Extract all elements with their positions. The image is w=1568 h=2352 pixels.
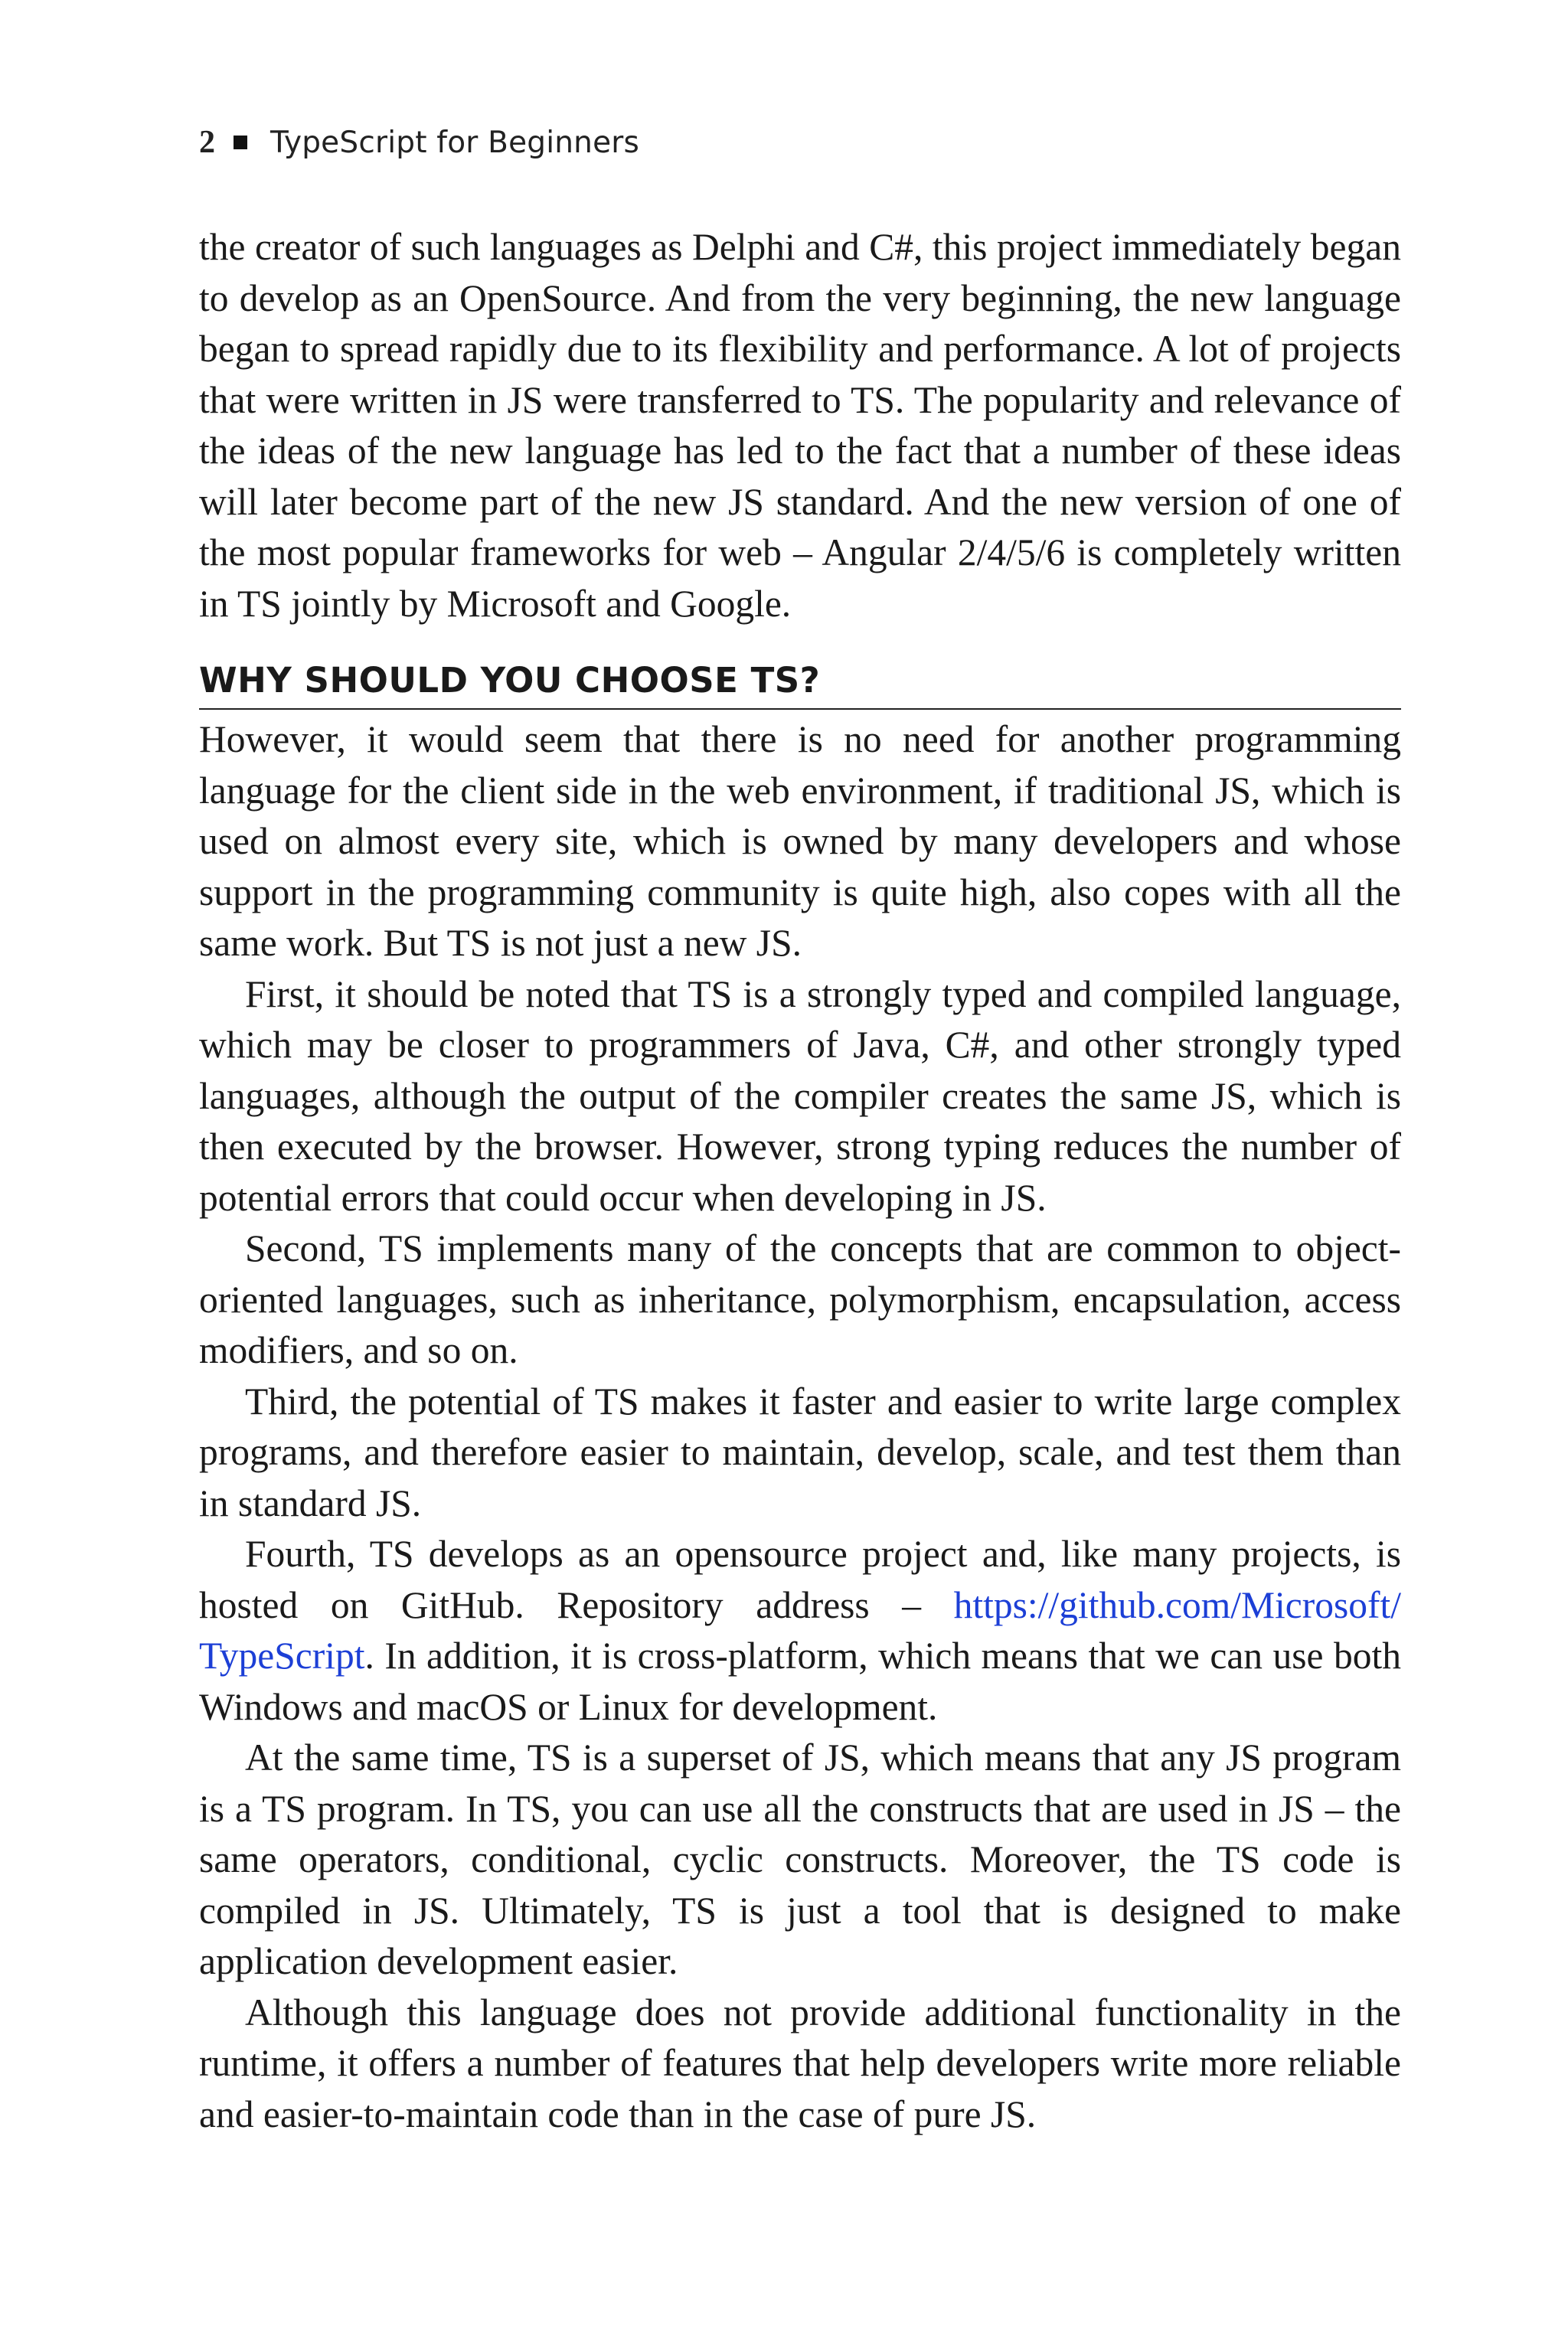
book-title: TypeScript for Beginners [270,125,640,160]
intro-paragraph: the creator of such languages as Delphi and C#, this project immediately began to develop as an OpenSource. And from the very beginning, the new language began to spread rapidly due to its flexibility and performance. A lot of projects that were written in JS were transferred to TS. The popularity and relevance of the ideas of the new language has led to the fact that a number of these ideas will later become part of the new JS standard. And the new version of one of the most popular frameworks for web – Angular 2/4/5/6 is completely written in TS jointly by Microsoft and Google. [199,226,1401,625]
paragraph-superset: At the same time, TS is a superset of JS, which means that any JS program is a TS program. In TS, you can use all the constructs that are used in JS – the same operators, conditional, cyclic constructs. Moreover, the TS code is compiled in JS. Ultimately, TS is just a tool that is designed to make application development easier. [199,1736,1401,1982]
square-bullet-icon [234,136,247,149]
paragraph-runtime: Although this language does not provide additional functionality in the runtime, it offers a number of features that help developers write more reliable and easier-to-maintain code than in the case of pure JS. [199,1991,1401,2135]
paragraph-first: First, it should be noted that TS is a strongly typed and compiled language, which may be closer to programmers of Java, C#, and other strongly typed languages, although the output of the compiler creates the same JS, which is then executed by the browser. However, strong typing reduces the number of potential errors that could occur when developing in JS. [199,972,1401,1219]
running-head [199,122,1401,162]
section-heading: WHY SHOULD YOU CHOOSE TS? [199,663,1401,710]
section-body [199,714,1401,2140]
book-page [199,122,1401,2140]
paragraph-fourth-text: Fourth, TS develops as an opensource project and, like many projects, is hosted on GitHub. Repository address – [199,1533,1401,1626]
paragraph-second: Second, TS implements many of the concepts that are common to object-oriented languages, such as inheritance, polymorphism, encapsulation, access modifiers, and so on. [199,1227,1401,1371]
repository-link[interactable]: https://github.com/Microsoft/​TypeScript [199,1583,1401,1677]
paragraph-third: Third, the potential of TS makes it faster and easier to write large complex programs, and therefore easier to maintain, develop, scale, and test them than in standard JS. [199,1380,1401,1524]
paragraph-fourth [199,1529,1401,1733]
paragraph-fourth-text-end: . In addition, it is cross-platform, which means that we can use both Windows and macOS or Linux for development. [199,1635,1401,1728]
page-number: 2 [199,125,215,160]
paragraph-however: However, it would seem that there is no need for another programming language for the client side in the web environment, if traditional JS, which is used on almost every site, which is owned by many developers and whose support in the programming community is quite high, also copes with all the same work. But TS is not just a new JS. [199,718,1401,964]
